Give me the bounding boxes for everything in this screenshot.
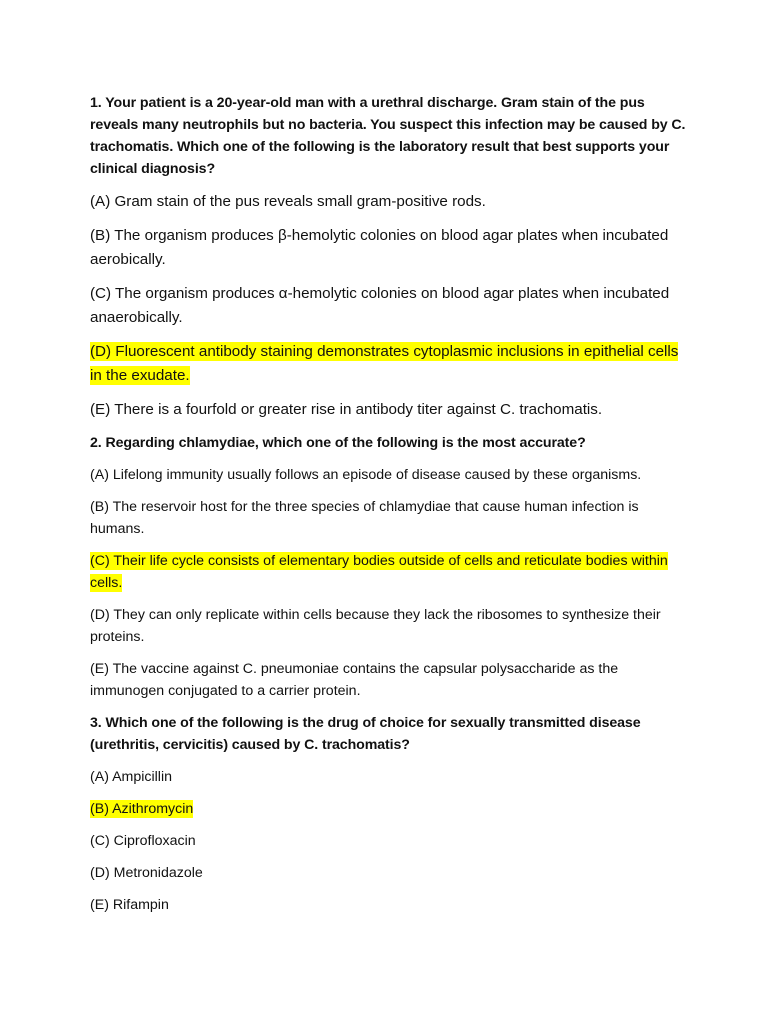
question-1-option-a: (A) Gram stain of the pus reveals small gram-positive rods. [90,193,486,210]
question-2-option-d: (D) They can only replicate within cells because they lack the ribosomes to synthesize their proteins. [90,607,661,645]
question-2-option-a: (A) Lifelong immunity usually follows an episode of disease caused by these organisms. [90,467,642,483]
question-1-option-c: (C) The organism produces α-hemolytic colonies on blood agar plates when incubated anaerobically. [90,285,670,326]
question-2-stem: 2. Regarding chlamydiae, which one of the following is the most accurate? [90,435,586,451]
question-2-option-b: (B) The reservoir host for the three species of chlamydiae that cause human infection is humans. [90,499,639,537]
question-2-option-c [90,550,690,594]
question-1-option-e: (E) There is a fourfold or greater rise in antibody titer against C. trachomatis. [90,401,603,418]
question-3-option-a: (A) Ampicillin [90,769,172,785]
question-3-stem: 3. Which one of the following is the drug of choice for sexually transmitted disease (urethritis, cervicitis) caused by C. trachomatis? [90,715,641,753]
highlighted-answer: (C) Their life cycle consists of elementary bodies outside of cells and reticulate bodies within cells. [90,553,668,591]
question-3-option-d: (D) Metronidazole [90,865,203,881]
question-3-option-b [90,798,690,820]
highlighted-answer: (B) Azithromycin [90,801,194,817]
question-1-stem: 1. Your patient is a 20-year-old man with a urethral discharge. Gram stain of the pus reveals many neutrophils but no bacteria. You suspect this infection may be caused by C. trachomatis. Which one of the following is the laboratory result that best supports your clinical diagnosis? [90,95,686,177]
highlighted-answer: (D) Fluorescent antibody staining demonstrates cytoplasmic inclusions in epithelial cells in the exudate. [90,343,679,384]
question-2-option-e: (E) The vaccine against C. pneumoniae contains the capsular polysaccharide as the immunogen conjugated to a carrier protein. [90,661,619,699]
question-1-option-d [90,340,690,388]
question-1-option-b: (B) The organism produces β-hemolytic colonies on blood agar plates when incubated aerobically. [90,227,669,268]
quiz-content [90,92,690,926]
question-3-option-e: (E) Rifampin [90,897,169,913]
question-3-option-c: (C) Ciprofloxacin [90,833,196,849]
